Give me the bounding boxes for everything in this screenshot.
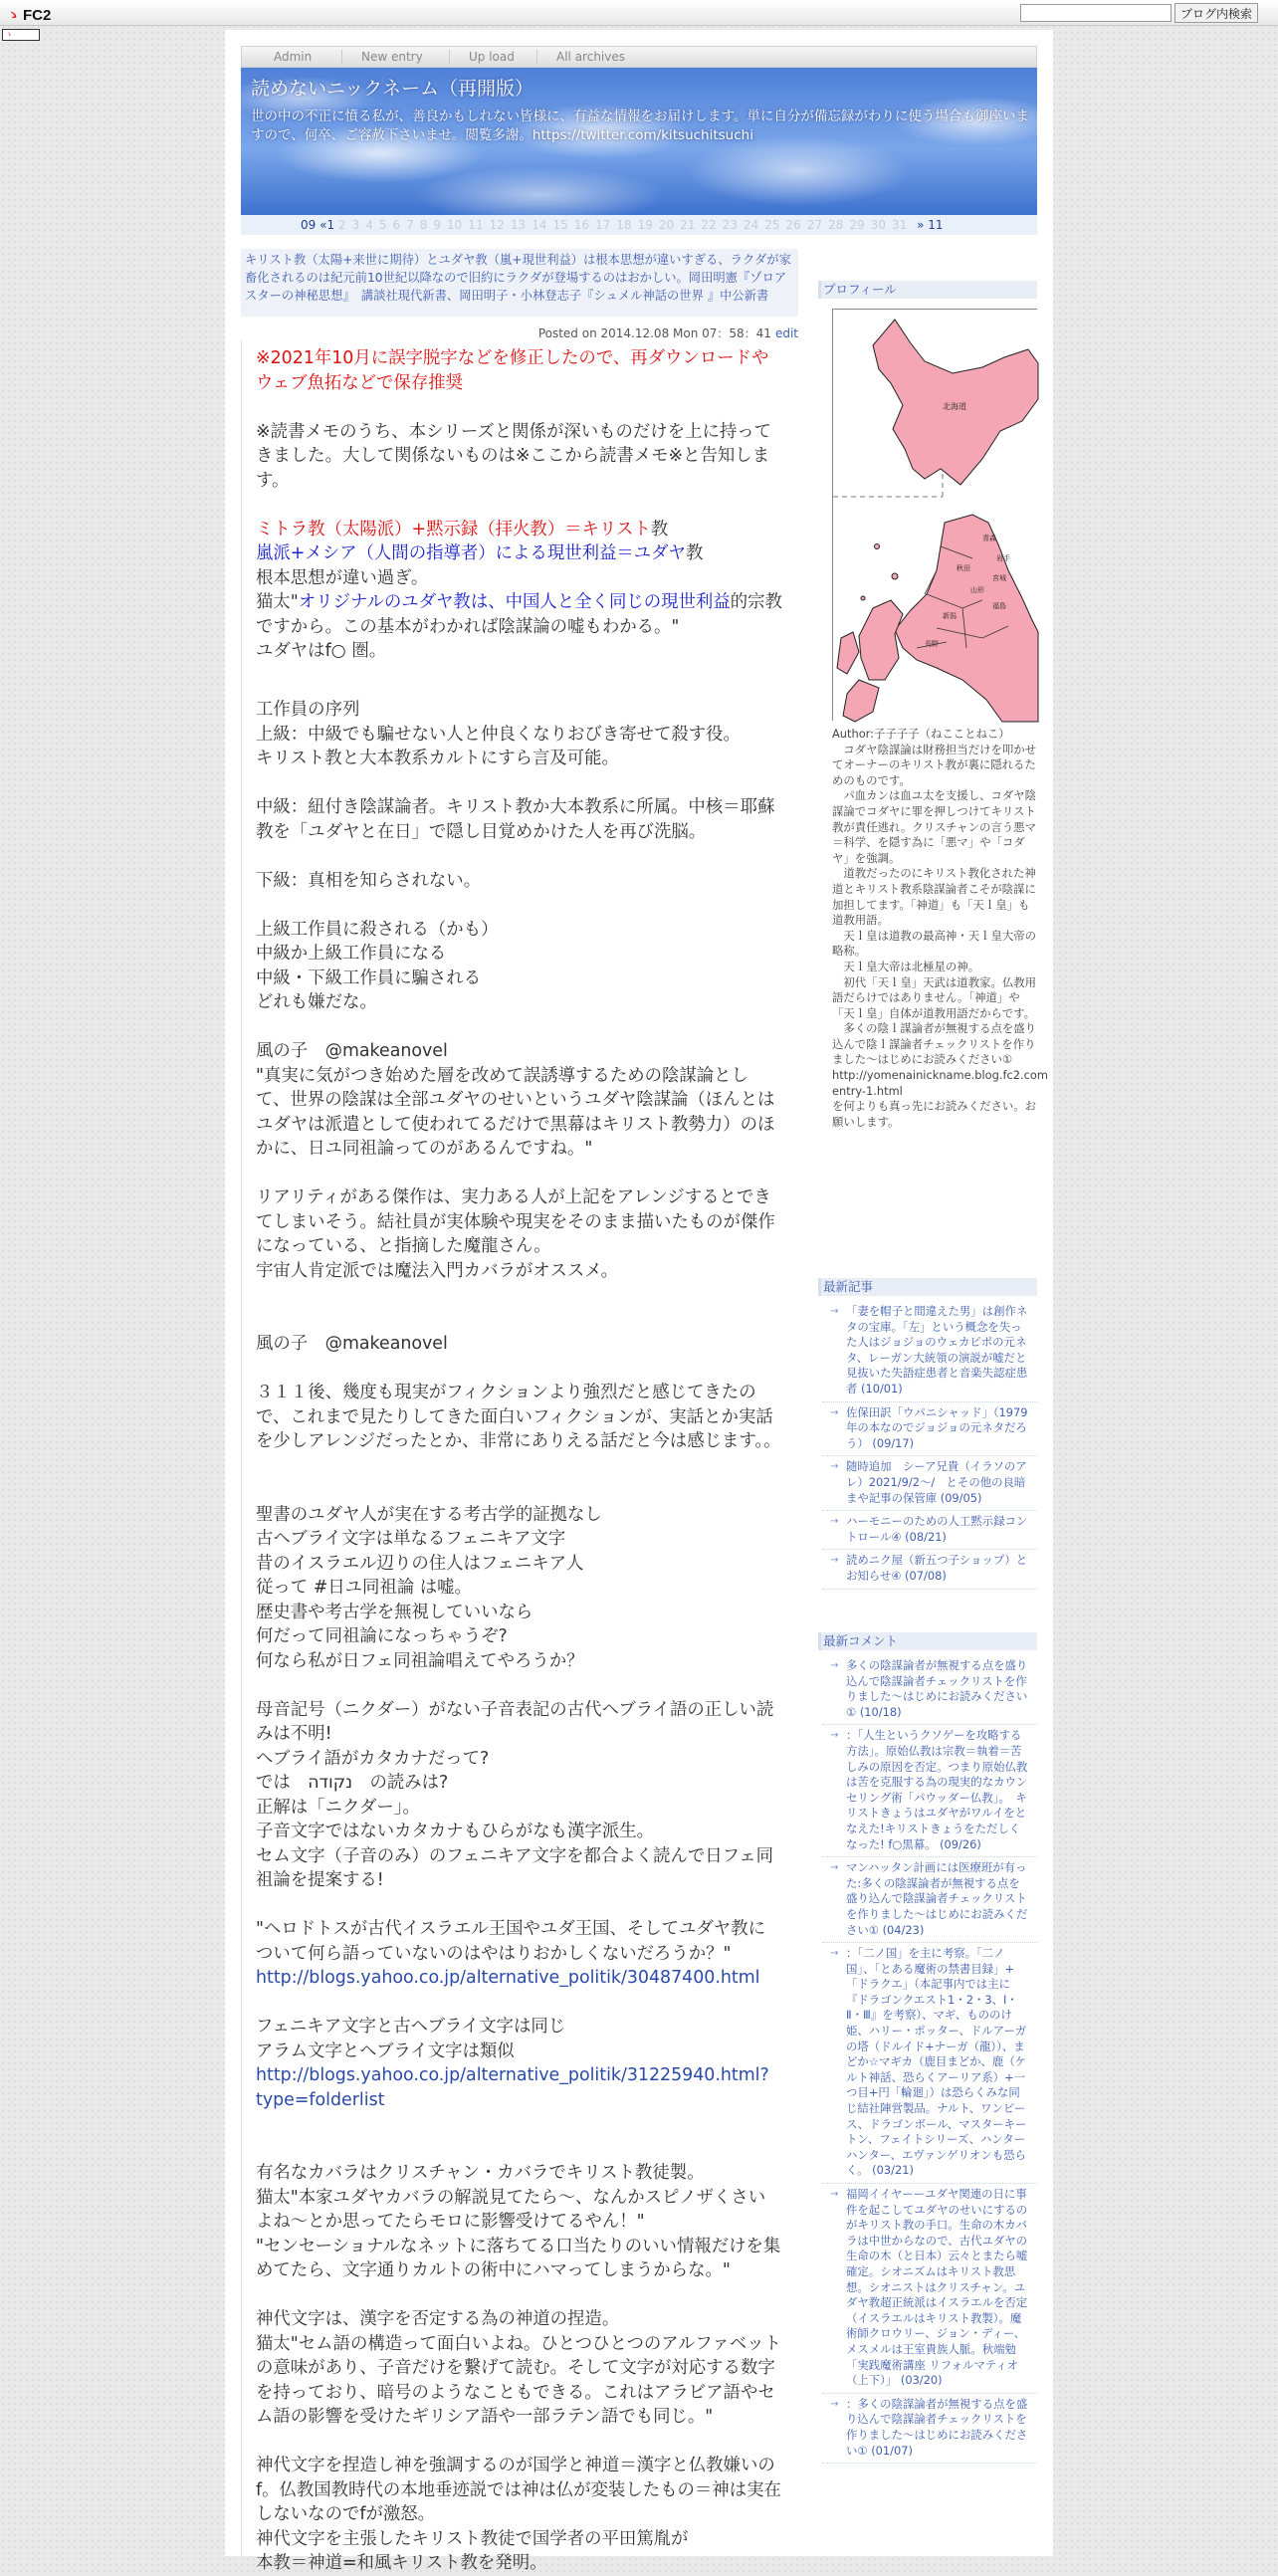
map-label: 山形 xyxy=(970,586,984,594)
pager-page-link[interactable]: 18 xyxy=(616,218,632,232)
pager-page-link[interactable]: 16 xyxy=(573,218,590,232)
pager-page-link[interactable]: 14 xyxy=(532,218,547,232)
map-label: 宮城 xyxy=(992,574,1006,582)
pager-page-link[interactable]: 27 xyxy=(806,218,823,232)
profile-text: Author:子子子子（ねこことねこ） コダヤ陰謀論は財務担当だけを叩かせてオーナーのキリスト教が裏に隠れるためのものです。 パ血カンは血ユ太を支援し、コダヤ陰謀論でコダヤに罪を押しつけてキリスト教が責任逃れ。クリスチャンの言う悪マ＝科学、を隠す為に「悪マ」や「コダヤ」を強調。 道教だったのにキリスト教化された神道とキリスト教系陰謀論者こそが陰謀に加担してます。「神道」も「天ｌ皇」も道教用語。 天ｌ皇は道教の最高神・天ｌ皇大帝の略称。 天ｌ皇大帝は北極星の神。 初代「天ｌ皇」天武は道教家。仏教用語だらけではありません。「神道」や「天ｌ皇」自体が道教用語だからです。 多くの陰ｌ謀論者が無視する点を盛り込んで陰ｌ謀論者チェックリストを作りました〜はじめにお読みください① http://yomenainickname.blog.fc2.com entry-1.html を何よりも真っ先にお読みください。お願いします。 xyxy=(832,727,1048,1129)
entry-body xyxy=(241,340,798,2573)
quote-paragraph-1: 風の子 @makeanovel "真実に気がつき始めた層を改めて誤誘導するための陰謀論として、世界の陰謀は全部ユダヤのせいというユダヤ陰謀論（ほんとはユダヤは派遣として使われてるだけで黒幕はキリスト教勢力）のほかに、日ユ同祖論ってのがあるんですね。" xyxy=(256,1041,775,1159)
jindai-moji-paragraph: 神代文字は、漢字を否定する為の神道の捏造。 猫太"セム語の構造って面白いよね。ひとつひとつのアルファベットの意味があり、子音だけを繋げて読む。そして文字が対応する数字を持っており、暗号のようなこともできる。これはアラビア語やセム語の影響を受けたギリシア語や一部ラテン語でも同じ。" xyxy=(256,2309,781,2427)
recent-entry-item[interactable] xyxy=(822,1553,1037,1589)
thesis-line-4b: 的宗教ですから。この基本がわかれば陰謀論の嘘もわかる。" xyxy=(256,592,782,637)
comment-item[interactable] xyxy=(822,1946,1037,2184)
comment-item[interactable] xyxy=(822,1658,1037,1725)
comment-link[interactable]: ：「人生というクソゲーを攻略する方法」。原始仏教は宗教＝執着＝苦しみの原因を否定。つまり原始仏教は苦を克服する為の現実的なカウンセリング術「パウッダー仏教」。 キリストきょうはユダヤがワルイをとなえた!キリストきょうをただしくなった! f○黒幕。 (09/26) xyxy=(846,1728,1028,1851)
pager-page-link[interactable]: 8 xyxy=(419,218,428,232)
quote-paragraph-2: ３１１後、幾度も現実がフィクションより強烈だと感じてきたので、これまで見たりしてきた面白いフィクションが、実話とか実話を少しアレンジだったとか、非常にありえる話だと今は感じます。。 xyxy=(256,1383,781,1451)
nav-new-entry[interactable]: New entry xyxy=(361,50,423,64)
map-label: 新潟 xyxy=(943,612,957,620)
memo-paragraph: ※読書メモのうち、本シリーズと関係が深いものだけを上に持ってきました。大して関係ないものは※ここから読書メモ※と告知します。 xyxy=(256,421,772,491)
recent-entry-link[interactable]: 読めニク屋（新五つ子ショップ）とお知らせ④ (07/08) xyxy=(846,1553,1028,1583)
blog-search-input[interactable] xyxy=(1020,4,1172,22)
recent-entry-link[interactable]: 随時追加 シーア兄貴（イラソのアレ）2021/9/2〜/ とその他の良暗まや記事の保管庫 (09/05) xyxy=(846,1459,1027,1505)
comment-link[interactable]: マンハッタン計画には医療班が有った:多くの陰謀論者が無視する点を盛り込んで陰謀論者チェックリストを作りました〜はじめにお読みください① (04/23) xyxy=(846,1860,1028,1937)
profile-map-image xyxy=(832,309,1037,721)
pager-page-link[interactable]: 11 xyxy=(468,218,484,232)
small-badge-icon[interactable]: ゝ xyxy=(2,29,40,41)
thesis-line-4-highlight: オリジナルのユダヤ教は、中国人と全く同じの現世利益 xyxy=(298,592,731,612)
recent-entry-item[interactable] xyxy=(822,1304,1037,1402)
quote-author: 風の子 @makeanovel xyxy=(256,1334,448,1354)
fc2-flame-icon: ゝ xyxy=(6,7,22,24)
pager-page-link[interactable]: 9 xyxy=(433,218,442,232)
mid-agent-paragraph: 中級：紐付き陰謀論者。キリスト教か大本教系に所属。中核＝耶蘇教を「ユダヤと在日」で隠し目覚めかけた人を再び洗脳。 xyxy=(256,797,775,842)
pager-page-link[interactable]: 12 xyxy=(489,218,505,232)
map-label: 青森 xyxy=(982,535,996,542)
nav-upload[interactable]: Up load xyxy=(469,50,515,64)
recent-comments-heading: 最新コメント xyxy=(818,1632,1037,1650)
pager-page-link[interactable]: 22 xyxy=(701,218,717,232)
link-alternative-politik-1[interactable]: http://blogs.yahoo.co.jp/alternative_politik/30487400.html xyxy=(256,1968,760,1988)
blog-page xyxy=(225,30,1053,2573)
pager-page-link[interactable]: 5 xyxy=(378,218,387,232)
pager-page-link[interactable]: 30 xyxy=(870,218,886,232)
herodotus-paragraph xyxy=(256,1917,782,1991)
pager-page-link[interactable]: 2 xyxy=(337,218,346,232)
fc2-logo-text: FC2 xyxy=(23,7,52,24)
thesis-line-2-end: 教 xyxy=(685,543,704,563)
pager-page-link[interactable]: 13 xyxy=(510,218,527,232)
arrow-icon: → xyxy=(830,1306,839,1317)
pager-page-link[interactable]: 17 xyxy=(595,218,611,232)
blog-header-banner xyxy=(241,68,1037,215)
recent-entry-link[interactable]: 佐保田訳「ウパニシャッド」（1979年の本なのでジョジョの元ネタだろう） (09/17) xyxy=(846,1404,1028,1450)
comment-link[interactable]: ：「二ノ国」を主に考察。「二ノ国」、「とある魔術の禁書目録」+「ドラクエ」（本記事内では主に『ドラゴンクエスト1・2・3、Ⅰ・Ⅱ・Ⅲ』を考察）、マギ、もののけ姫、ハリー・ポッター、ドルアーガの塔（ドルイド+ナーガ（龍））、まどか☆マギカ（鹿目まどか、鹿（ケルト神話、恐らくアーリア系）+一つ目+円「輪廻」）は恐らくみな同じ結社陣営製品。ナルト、ワンピース、ドラゴンボール、マスターキートン、フェイトシリーズ、ハンターハンター、エヴァンゲリオンも恐らく。 (03/21) xyxy=(846,1946,1027,2178)
recent-entry-item[interactable] xyxy=(822,1459,1037,1511)
map-label: 北海道 xyxy=(943,402,966,411)
recent-entry-link[interactable]: ハーモニーのための人工黙示録コントロール④ (08/21) xyxy=(846,1514,1028,1544)
pager-page-link[interactable]: 10 xyxy=(447,218,463,232)
pager-page-link[interactable]: 4 xyxy=(365,218,373,232)
comment-link[interactable]: 多くの陰謀論者が無視する点を盛り込んで陰謀論者チェックリストを作りました〜はじめにお読みください① (10/18) xyxy=(846,1658,1028,1719)
pager-page-link[interactable]: 19 xyxy=(637,218,653,232)
comment-item[interactable] xyxy=(822,1860,1037,1943)
arrow-icon: → xyxy=(830,1730,839,1742)
thesis-paragraph xyxy=(256,518,782,664)
thesis-line-2: 嵐派+メシア（人間の指導者）による現世利益＝ユダヤ xyxy=(256,543,686,563)
pager-page-link[interactable]: 23 xyxy=(722,218,738,232)
nav-admin[interactable]: Admin xyxy=(274,50,313,64)
comment-item[interactable] xyxy=(822,2397,1037,2464)
recent-entry-link[interactable]: 「妻を帽子と間違えた男」は創作ネタの宝庫。「左」という概念を失った人はジョジョのウェカピポの元ネタ、レーガン大統領の演説が嘘だと見抜いた失語症患者と音楽失認症患者 (10/01) xyxy=(846,1304,1028,1395)
comment-item[interactable] xyxy=(822,2187,1037,2394)
pager-page-link[interactable]: 24 xyxy=(743,218,759,232)
pager-page-link[interactable]: 25 xyxy=(764,218,780,232)
map-label: 秋田 xyxy=(957,564,970,572)
comment-link[interactable]: 福岡イイヤーーユダヤ関連の日に事件を起こしてユダヤのせいにするのがキリスト教の手口。生命の木カバラは中世からなので、古代ユダヤの生命の木（と日本）云々とまたら嘘確定。シオニズムはキリスト教思想。シオニストはクリスチャン。ユダヤ教超正統派はイスラエルを否定（イスラエルはキリスト教製）。魔術師クロウリー、ジョン・ディー、メスメルは王室貴族人脈。秋端勉「実践魔術講座 リフォルマティオ（上下）」 (03/20) xyxy=(846,2187,1028,2388)
entry-title[interactable]: キリスト教（太陽+来世に期待）とユダヤ教（嵐+現世利益）は根本思想が違いすぎる、ラクダが家畜化されるのは紀元前10世紀以降なので旧約にラクダが登場するのはおかしい。岡田明憲『ゾロアスターの神秘思想』 講談社現代新書、岡田明子・小林登志子『シュメル神話の世界 』中公新書 xyxy=(241,249,798,317)
arrow-icon: → xyxy=(830,1862,839,1874)
pager-page-link[interactable]: 31 xyxy=(891,218,908,232)
thesis-line-1-end: 教 xyxy=(650,519,669,539)
link-alternative-politik-2[interactable]: http://blogs.yahoo.co.jp/alternative_politik/31225940.html?type=folderlist xyxy=(256,2065,769,2110)
agent-fate-paragraph: 上級工作員に殺される（かも） 中級か上級工作員になる 中級・下級工作員に騙される どれも嫌だな。 xyxy=(256,919,499,1012)
arrow-icon: → xyxy=(830,2398,839,2410)
arrow-icon: → xyxy=(830,1516,839,1528)
pager-page-link[interactable]: 21 xyxy=(680,218,696,232)
pager-page-link[interactable]: 26 xyxy=(785,218,801,232)
top-nav xyxy=(241,46,1037,68)
blog-description: 世の中の不正に憤る私が、善良かもしれない皆様に、有益な情報をお届けします。単に自分が備忘録がわりに使う場合も御座いますので、何卒、ご容赦下さいませ。閲覧多謝。https://twitter.com/kitsuchitsuchi xyxy=(251,108,1029,143)
arrow-icon: → xyxy=(830,1555,839,1567)
arrow-icon: → xyxy=(830,1406,839,1418)
fc2-toolbar xyxy=(0,0,1278,26)
pager-page-link[interactable]: 29 xyxy=(849,218,865,232)
comment-link[interactable]: ：多くの陰謀論者が無視する点を盛り込んで陰謀論者チェックリストを作りました〜はじめにお読みください① (01/07) xyxy=(846,2396,1028,2458)
shinto-paragraph: 神代文字を捏造し神を強調するのが国学と神道＝漢字と仏教嫌いのf。仏教国教時代の本地垂迹説では神は仏が変装したもの＝神は実在しないなのでfが激怒。 神代文字を主張したキリスト教徒で国学者の平田篤胤が 本教＝神道=和風キリスト教を発明。 xyxy=(256,2456,781,2573)
phoenician-text: フェニキア文字と古ヘブライ文字は同じ アラム文字とヘブライ文字は類似 xyxy=(256,2017,566,2061)
profile-heading: プロフィール xyxy=(818,281,1037,299)
arrow-icon: → xyxy=(830,2189,839,2200)
arrow-icon: → xyxy=(830,1461,839,1473)
kabbalah-paragraph: 有名なカバラはクリスチャン・カバラでキリスト教徒製。 猫太"本家ユダヤカバラの解説見てたら〜、なんかスピノザくさいよね〜とか思ってたらモロに影響受けてるやん！" "センセーショナルなネットに落ちてる口当たりのいい情報だけを集めてたら、文字通りカルトの術中にハマってしまうからな。" xyxy=(256,2163,781,2280)
map-label: 長野 xyxy=(925,640,939,648)
nav-divider xyxy=(449,50,450,64)
low-agent-paragraph: 下級：真相を知らされない。 xyxy=(256,870,482,891)
archaeology-paragraph: 聖書のユダヤ人が実在する考古学的証拠なし 古ヘブライ文字は単なるフェニキア文字 昔のイスラエル辺りの住人はフェニキア人 従って #日ユ同祖論 は嘘。 歴史書や考古学を無視していいなら 何だって同祖論になっちゃうぞ? 何なら私が日フェ同祖論唱えてやろうか？ xyxy=(256,1504,602,1671)
recent-entries-list xyxy=(822,1304,1037,1593)
nav-all-archives[interactable]: All archives xyxy=(556,50,625,64)
nav-divider xyxy=(341,50,342,64)
reality-paragraph: リアリティがある傑作は、実力ある人が上記をアレンジするとできてしまいそう。結社員が実体験や現実をそのまま描いたものが傑作になっている、と指摘した魔龍さん。 宇宙人肯定派では魔法入門カバラがオススメ。 xyxy=(256,1187,775,1281)
map-label: 岩手 xyxy=(996,554,1010,562)
thesis-line-1: ミトラ教（太陽派）+黙示録（拝火教）＝キリスト xyxy=(256,519,651,539)
notice-paragraph: ※2021年10月に誤字脱字などを修正したので、再ダウンロードやウェブ魚拓などで保存推奨 xyxy=(256,348,769,393)
herodotus-text: "ヘロドトスが古代イスラエル王国やユダ王国、そしてユダヤ教について何ら語っていないのはやはりおかしくないだろうか？" xyxy=(256,1919,765,1964)
hebrew-paragraph: 母音記号（ニクダー）がない子音表記の古代ヘブライ語の正しい読みは不明! ヘブライ語がカタカナだって? では נקודה の読みは? 正解は「ニクダー」。 子音文字ではないカタカナもひらがなも漢字派生。 セム文字（子音のみ）のフェニキア文字を都合よく読んで日フェ同祖論を提案する! xyxy=(256,1699,774,1890)
pager-page-link[interactable]: 15 xyxy=(552,218,568,232)
fc2-logo[interactable] xyxy=(6,4,51,25)
blog-search-button[interactable]: ブログ内検索 xyxy=(1174,3,1258,23)
recent-entry-item[interactable] xyxy=(822,1405,1037,1457)
nav-divider xyxy=(536,50,537,64)
pager-page-link[interactable]: 20 xyxy=(658,218,675,232)
recent-entry-item[interactable] xyxy=(822,1514,1037,1550)
thesis-line-4a: 猫太" xyxy=(256,592,299,612)
pager-next-link[interactable]: » 11 xyxy=(917,218,944,232)
comment-item[interactable] xyxy=(822,1728,1037,1857)
arrow-icon: → xyxy=(830,1660,839,1671)
agent-hierarchy-paragraph: 工作員の序列 上級：中級でも騙せない人と仲良くなりおびき寄せて殺す役。 キリスト教と大本教系カルトにすら言及可能。 xyxy=(256,700,741,768)
pager-page-link[interactable]: 7 xyxy=(406,218,414,232)
pager-pages xyxy=(338,218,913,232)
post-date: Posted on 2014.12.08 Mon 07：58：41 xyxy=(537,326,771,340)
thesis-line-5: ユダヤはf○ 圏。 xyxy=(256,641,387,661)
edit-link[interactable]: edit xyxy=(774,326,798,340)
pager-prev-link[interactable]: 09 xyxy=(301,218,317,232)
arrow-icon: → xyxy=(830,1948,839,1960)
phoenician-paragraph xyxy=(256,2015,782,2112)
blog-title[interactable]: 読めないニックネーム（再開版） xyxy=(251,78,534,100)
page-navigation xyxy=(241,215,1037,235)
pager-page-link[interactable]: 3 xyxy=(351,218,360,232)
japan-map-svg xyxy=(833,310,1038,722)
pager-page-link[interactable]: 28 xyxy=(828,218,844,232)
recent-entries-heading: 最新記事 xyxy=(818,1278,1037,1296)
pager-page-link[interactable]: 6 xyxy=(392,218,401,232)
post-meta xyxy=(241,324,798,341)
recent-comments-list xyxy=(822,1658,1037,2467)
thesis-line-3: 根本思想が違い過ぎ。 xyxy=(256,567,429,588)
map-label: 福島 xyxy=(992,602,1006,610)
pager-first-link[interactable]: «1 xyxy=(320,218,335,232)
